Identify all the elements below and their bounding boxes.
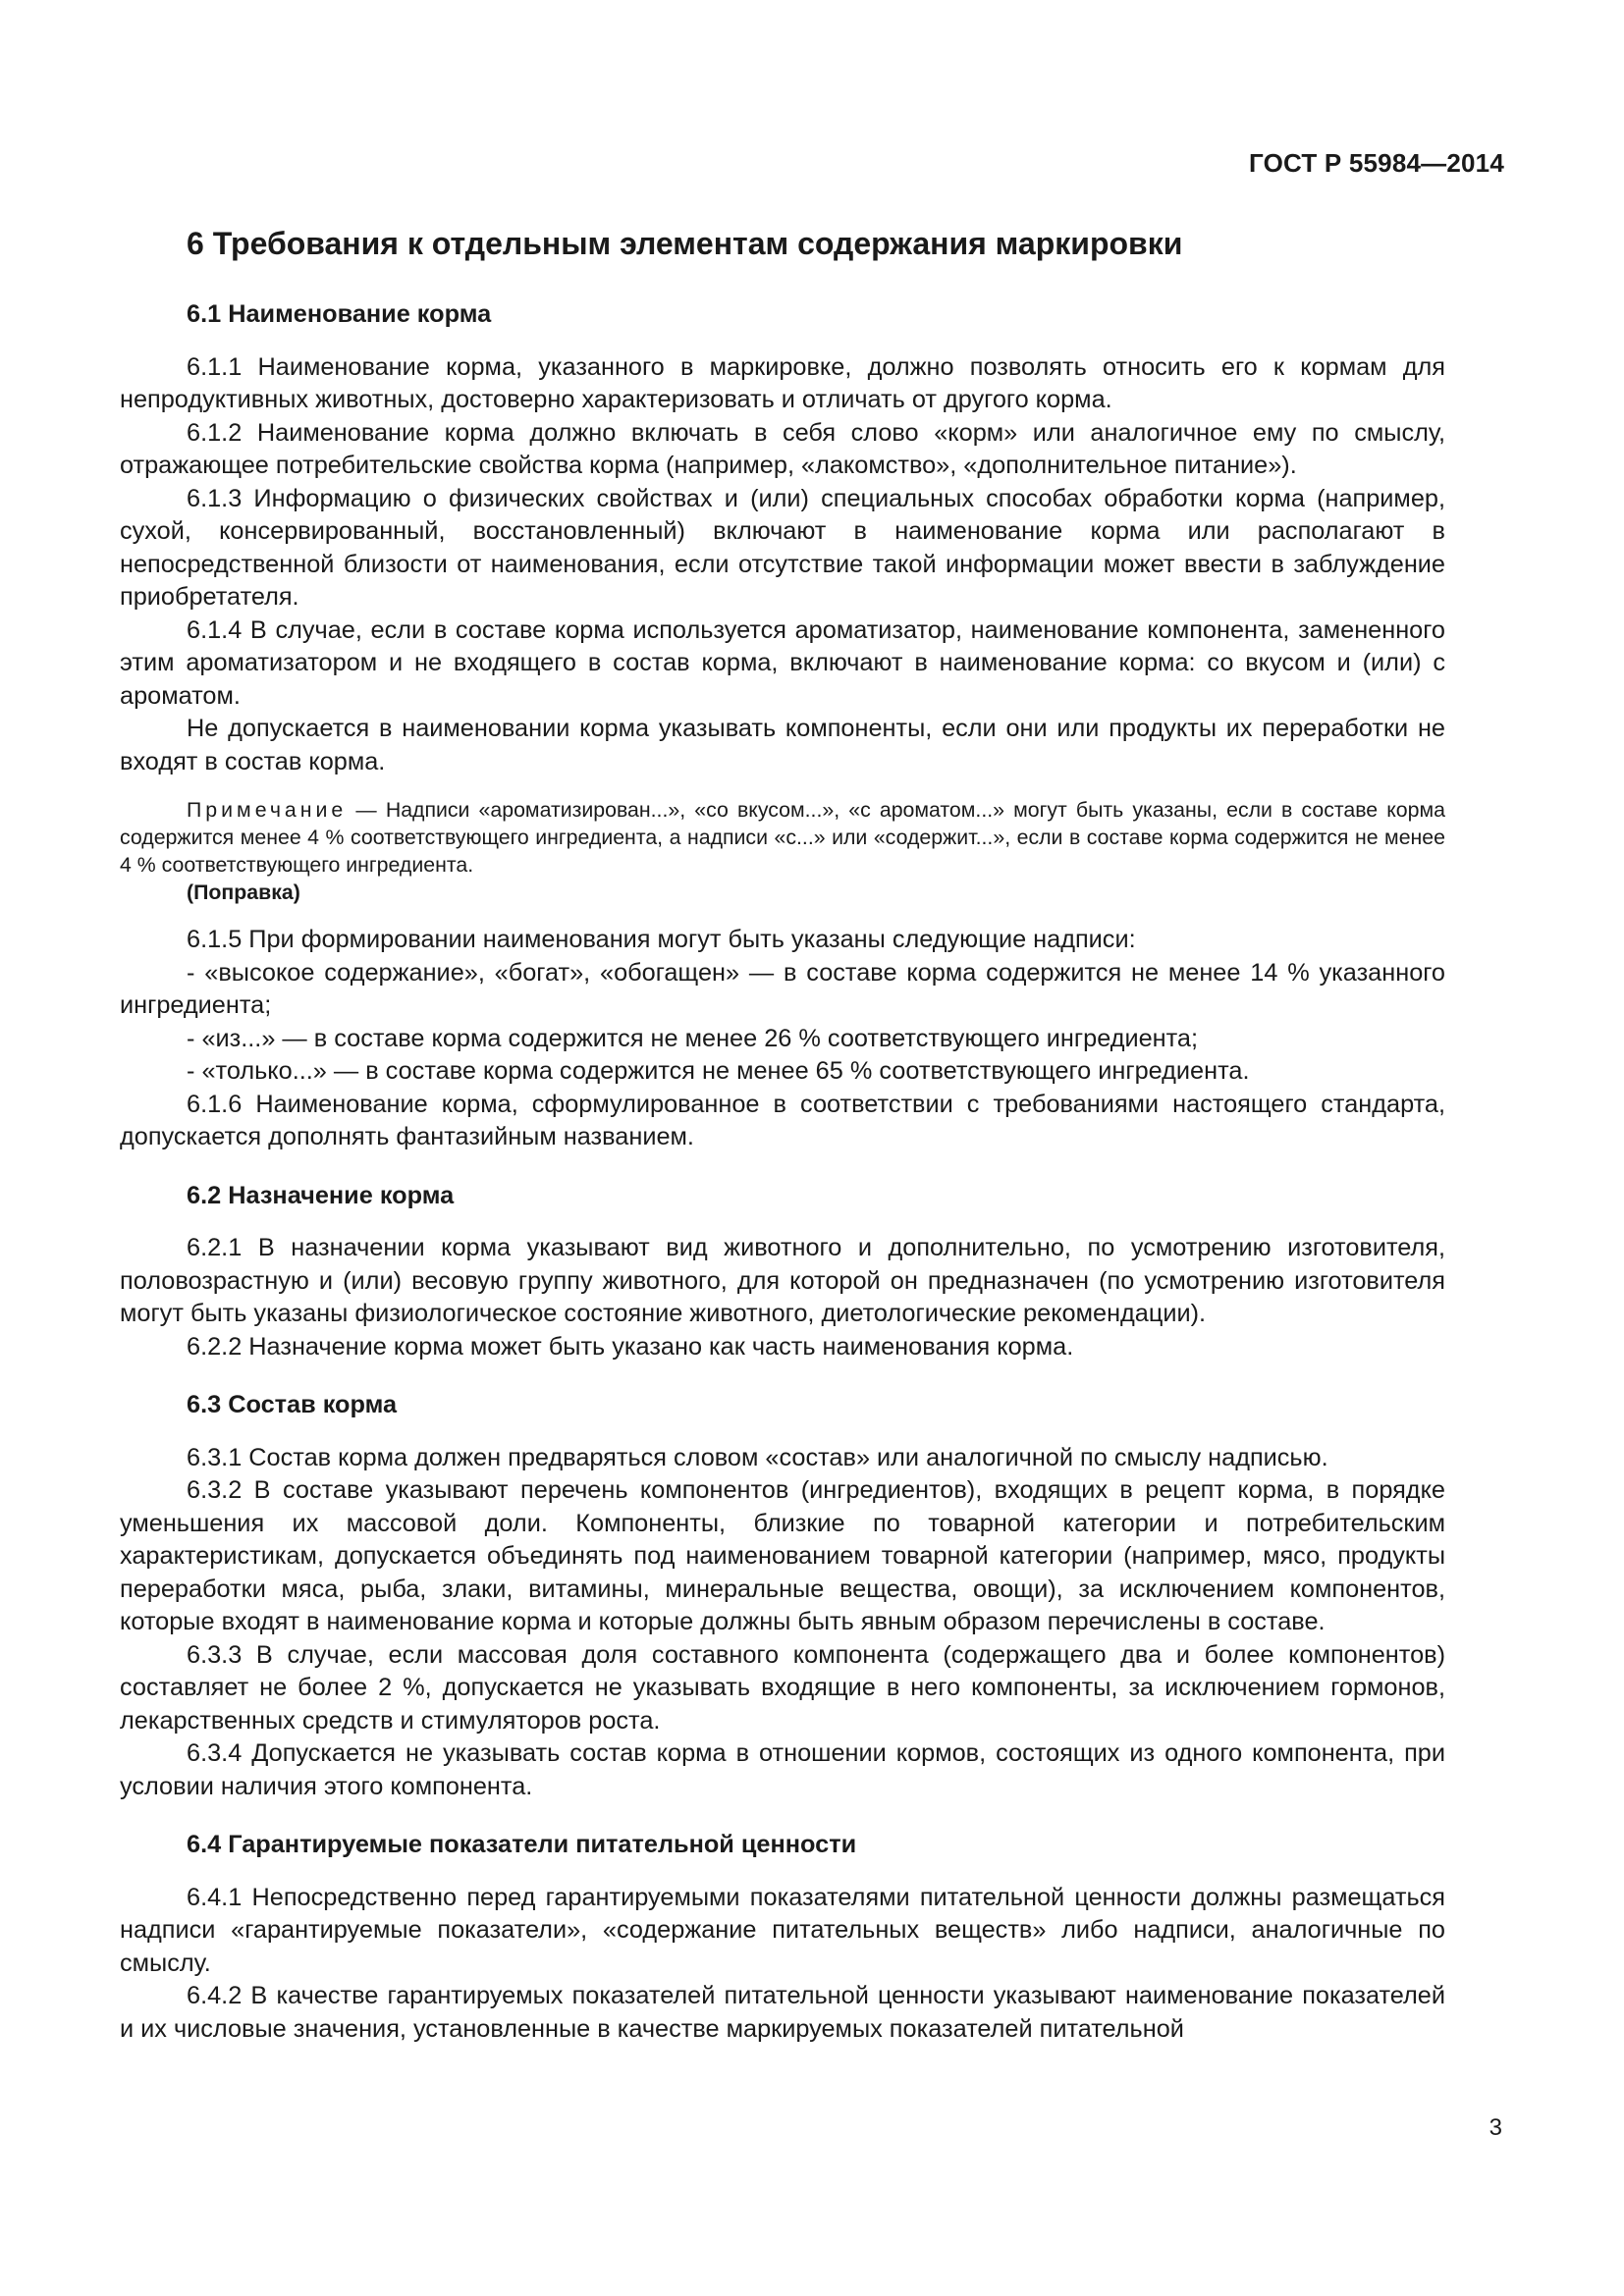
document-body [120,298,1445,2046]
subsection-heading-6-1: 6.1 Наименование корма [187,300,492,328]
list-item: - «из...» — в составе корма содержится не менее 26 % соответствующего ингредиента; [187,1024,1199,1052]
list-item: - «только...» — в составе корма содержится не менее 65 % соответствующего ингредиента. [187,1057,1250,1085]
section-title: 6 Требования к отдельным элементам содержания маркировки [187,226,1183,261]
subsection-heading-6-3: 6.3 Состав корма [187,1391,398,1418]
paragraph: 6.1.2 Наименование корма должно включать в себя слово «корм» или аналогичное ему по смыслу, отражающее потребительские свойства корма (например, «лакомство», «дополнительное питание»). [120,418,1445,479]
paragraph: 6.1.5 При формировании наименования могут быть указаны следующие надписи: [187,926,1136,953]
list-item: - «высокое содержание», «богат», «обогащен» — в составе корма содержится не менее 14 % указанного ингредиента; [120,958,1445,1019]
paragraph: 6.4.2 В качестве гарантируемых показателей питательной ценности указывают наименование показателей и их числовые значения, установленные в качестве маркируемых показателей питательной [120,1982,1445,2043]
paragraph: 6.1.1 Наименование корма, указанного в маркировке, должно позволять относить его к кормам для непродуктивных животных, достоверно характеризовать и отличать от другого корма. [120,352,1445,413]
paragraph: Не допускается в наименовании корма указывать компоненты, если они или продукты их переработки не входят в состав корма. [120,715,1445,775]
paragraph: 6.1.4 В случае, если в составе корма используется ароматизатор, наименование компонента, замененного этим ароматизатором и не входящего в состав корма, включают в наименование корма: со вкусом и (или) с ароматом. [120,615,1445,710]
paragraph: 6.4.1 Непосредственно перед гарантируемыми показателями питательной ценности должны размещаться надписи «гарантируемые показатели», «содержание питательных веществ» либо надписи, аналогичные по смыслу. [120,1883,1445,1977]
paragraph: 6.1.6 Наименование корма, сформулированное в соответствии с требованиями настоящего стандарта, допускается дополнять фантазийным названием. [120,1090,1445,1150]
paragraph: 6.3.4 Допускается не указывать состав корма в отношении кормов, состоящих из одного компонента, при условии наличия этого компонента. [120,1739,1445,1800]
page-number: 3 [1489,2114,1502,2141]
paragraph: 6.3.3 В случае, если массовая доля составного компонента (содержащего два и более компонентов) составляет не более 2 %, допускается не указывать входящие в него компоненты, за исключением гормонов, лекарственных средств и стимуляторов роста. [120,1640,1445,1735]
amendment-label: (Поправка) [187,881,300,904]
subsection-heading-6-4: 6.4 Гарантируемые показатели питательной ценности [187,1831,857,1858]
standard-code: ГОСТ Р 55984—2014 [1249,148,1504,178]
paragraph: 6.2.1 В назначении корма указывают вид животного и дополнительно, по усмотрению изготовителя, половозрастную и (или) весовую группу животного, для которой он предназначен (по усмотрению изготовителя могут быть указаны физиологическое состояние животного, диетологические рекомендации). [120,1234,1445,1327]
paragraph: 6.3.1 Состав корма должен предваряться словом «состав» или аналогичной по смыслу надписью. [187,1443,1328,1471]
paragraph: 6.2.2 Назначение корма может быть указано как часть наименования корма. [187,1332,1074,1361]
subsection-heading-6-2: 6.2 Назначение корма [187,1181,455,1209]
note-text: — Надписи «ароматизирован...», «со вкусом...», «с ароматом...» могут быть указаны, если в составе корма содержится менее 4 % соответствующего ингредиента, а надписи «с...» или «содержит...», если в составе корма содержится не менее 4 % соответствующего ингредиента. [120,798,1445,877]
paragraph: 6.1.3 Информацию о физических свойствах и (или) специальных способах обработки корма (например, сухой, консервированный, восстановленный) включают в наименование корма или располагают в непосредственной близости от наименования, если отсутствие такой информации может ввести в заблуждение приобретателя. [120,484,1445,611]
paragraph: 6.3.2 В составе указывают перечень компонентов (ингредиентов), входящих в рецепт корма, в порядке уменьшения их массовой доли. Компоненты, близкие по товарной категории и потребительским характеристикам, допускается объединять под наименованием товарной категории (например, мясо, продукты переработки мяса, рыба, злаки, витамины, минеральные вещества, овощи), за исключением компонентов, которые входят в наименование корма и которые должны быть явным образом перечислены в составе. [120,1476,1445,1635]
note-label: Примечание [187,798,348,822]
note [120,796,1445,879]
